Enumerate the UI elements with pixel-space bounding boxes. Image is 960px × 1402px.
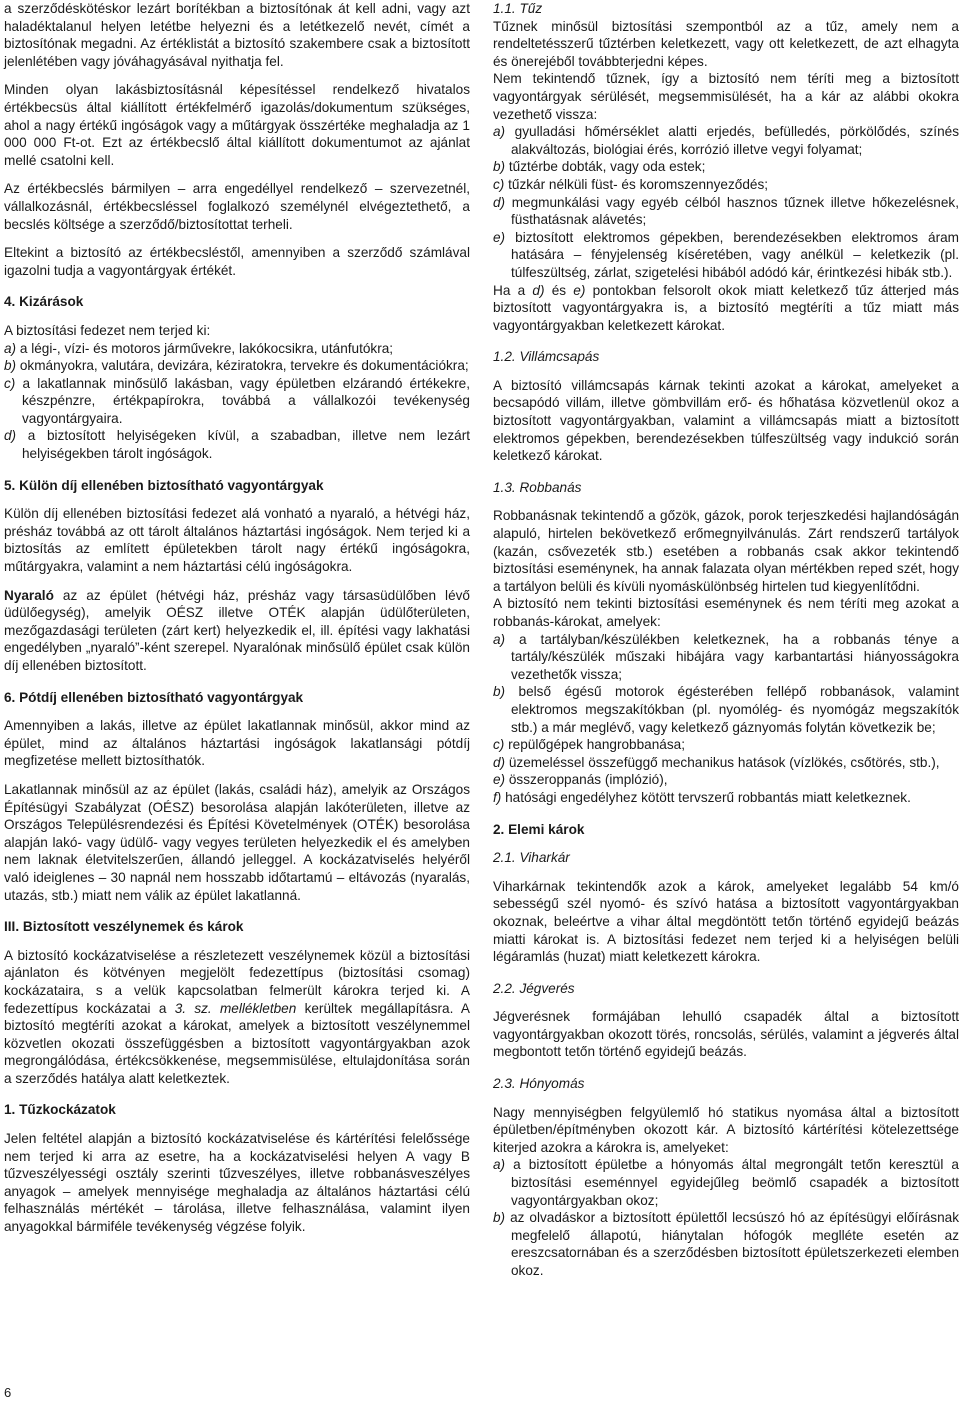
list-item: e) összeroppanás (implózió),: [493, 772, 668, 788]
list-item: b) tűztérbe dobták, vagy oda estek;: [493, 159, 706, 175]
subsection-heading: 2.1. Viharkár: [493, 850, 570, 866]
chapter-heading: III. Biztosított veszélynemek és károk: [4, 919, 244, 935]
paragraph: Lakatlannak minősül az az épület (lakás, családi ház), amelyik az Országos Építésügyi Szabályzat (OÉSZ) besorolása alapján lakóterületen, illetve az Országos Településrendezési és Építési Követelmények (OTÉK) besorolása alapján lakó- vagy üdülő- vagy vegyes területen helyezkedik el és amelyben nem laknak életvitelszerűen, állandó jelleggel. A kockázatviselés helyéről való ideiglenes – 30 napnál nem hosszabb időtartamú – eltávozás (nyaralás, utazás, stb.) miatt nem válik az épület lakatlanná.: [4, 781, 470, 903]
list-item: f) hatósági engedélyhez kötött tervszerű robbantás miatt keletkeznek.: [493, 789, 911, 805]
paragraph: Eltekint a biztosító az értékbecsléstől, amennyiben a szerződő számlával igazolni tudja a vagyontárgyak értékét.: [4, 245, 470, 278]
paragraph: Jégverésnek formájában lehulló csapadék által a biztosított vagyontárgyakban okozott törés, roncsolás, sérülés, valamint a jégverés által megbontott tetőn történő egyidejű beázás.: [493, 1009, 959, 1060]
paragraph: Az értékbecslés bármilyen – arra engedéllyel rendelkező – szervezetnél, vállalkozásnál, értékbecsléssel foglalkozó személynél elvégeztethető, a becslés költsége a szerződő/biztosítottat terheli.: [4, 181, 470, 232]
section-heading: 5. Külön díj ellenében biztosítható vagyontárgyak: [4, 477, 324, 493]
section-heading: 4. Kizárások: [4, 294, 84, 310]
left-column: [4, 0, 470, 1236]
right-column: [493, 0, 959, 1280]
list-item: e) biztosított elektromos gépekben, berendezésekben elektromos áram hatására – fényjelenség kíséretében, vagy anélkül – keletkezik (pl. túlfeszültség, zárlat, szigetelési hibából adódó kár, érintkezési hibák stb.).: [493, 229, 960, 280]
paragraph: A biztosító kockázatviselése a részletezett veszélynemek közül a biztosítási ajánlaton és kötvényen megjelölt fedezettípus (biztosítási csomag) kockázataira, s a velük kapcsolatban felmerült károkra terjed ki. A fedezettípus kockázatai a 3. sz. mellékletben kerültek megállapításra. A biztosító megtéríti azokat a károkat, amelyek a biztosított veszélynemmel közvetlen okozati összefüggésben a biztosított vagyontárgyakban azok megrongálódása, értékcsökkenése, megsemmisülése, eltulajdonítása során a szerződés hatálya alatt keletkeztek.: [4, 947, 470, 1086]
list-item: d) üzemeléssel összefüggő mechanikus hatások (vízlökés, csőtörés, stb.),: [493, 754, 940, 770]
paragraph: Nyaraló az az épület (hétvégi ház, présház vagy társasüdülőben lévő üdülőegység), amelyik OÉSZ illetve OTÉK alapján üdülőterületen, mezőgazdasági területen (zárt kert) helyezkedik el, ill. építési vagy lakhatási engedélyben „nyaraló”-ként szerepel. Nyaralónak minősülő épület csak külön díj ellenében biztosított.: [4, 587, 470, 673]
paragraph: A biztosító villámcsapás kárnak tekinti azokat a károkat, amelyeket a becsapódó villám, illetve gömbvillám erő- és hőhatása közvetlenül okoz a biztosított vagyontárgyakban, valamint a villámcsapás miatt a biztosított elektromos gépekben, berendezésekben túlfeszültség vagy indukció során keletkező károkat.: [493, 377, 959, 464]
subsection-heading: 1.2. Villámcsapás: [493, 349, 600, 365]
paragraph: Ha a d) és e) pontokban felsorolt okok miatt keletkező tűz átterjed más biztosított vagyontárgyakra is, a biztosító megtéríti a tűz miatt más vagyontárgyakban keletkezett károkat.: [493, 282, 959, 333]
paragraph: Nem tekintendő tűznek, így a biztosító nem téríti meg a biztosított vagyontárgyak sérülését, megsemmisülését, ha a kár az alábbi okokra vezethető vissza:: [493, 71, 959, 122]
paragraph: Robbanásnak tekintendő a gőzök, gázok, porok terjeszkedési hajlandóságán alapuló, hirtelen bekövetkező erőmegnyilvánulás. Zárt rendszerű tartályok (kazán, csővezeték stb.) esetében a robbanás csak akkor tekintendő biztosítási eseménynek, ha annak falazata olyan mértékben reped szét, hogy a tartályon belüli és kívüli nyomáskülönbség hirtelen tud kiegyenlítődni.: [493, 508, 959, 594]
list-item: b) belső égésű motorok égésterében fellépő robbanások, valamint elektromos megszakítókban (pl. nyomólég- és nyomógáz megszakítók stb.) a már meglévő, vagy keletkező gáznyomás folytán következik be;: [493, 684, 959, 735]
list-item: d) megmunkálási vagy egyéb célból hasznos tűznek illetve hőkezelésnek, füsthatásnak alávetés;: [493, 194, 959, 228]
paragraph: A biztosítási fedezet nem terjed ki:: [4, 322, 211, 338]
list-item: c) a lakatlannak minősülő lakásban, vagy épületben elzárandó értékekre, készpénzre, értékpapírokra, továbbá a vállalkozói tevékenység vagyontárgyaira.: [4, 375, 470, 426]
subsection-heading: 2.2. Jégverés: [493, 980, 575, 996]
list-item: b) az olvadáskor a biztosított épülettől lecsúszó hó az építésügyi előírásnak megfelelő állapotú, hiánytalan hófogók meglléte esetén az ereszcsatornában és a szerződésben biztosított épületszerkezeti elemben okoz.: [493, 1210, 959, 1278]
paragraph: Tűznek minősül biztosítási szempontból az a tűz, amely nem a rendeltetésszerű tűztérben keletkezett, vagy ott keletkezett, de azt elhagyta és önerejéből továbbterjedni képes.: [493, 18, 959, 69]
paragraph: a szerződéskötéskor lezárt borítékban a biztosítónak át kell adni, vagy azt haladéktalanul helyen letétbe helyezni és a letétkezelő nevét, címét a biztosítónak megadni. Az értéklistát a biztosító szakembere csak a biztosított jelenlétében vagy jóváhagyásával nyithatja fel.: [4, 1, 470, 69]
paragraph: Minden olyan lakásbiztosításnál képesítéssel rendelkező hivatalos értékbecsüs által kiállított értékfelmérő igazolás/dokumentum szükséges, ahol a nagy értékű ingóságok vagy a műtárgyak összértéke meghaladja az 1 000 000 Ft-ot. Ezt az értékbecslő által kiállított dokumentumot az ajánlat mellé csatolni kell.: [4, 82, 470, 168]
subsection-heading: 1.1. Tűz: [493, 1, 543, 16]
list-item: a) a tartályban/készülékben keletkeznek, ha a robbanás ténye a tartály/készülék műszaki hibájára vagy karbantartási hiányosságokra vezethetők vissza;: [493, 631, 959, 682]
list-item: a) a biztosított épületbe a hónyomás által megrongált tetőn keresztül a biztosítási eseménnyel egyidejűleg beömlő csapadék a biztosított vagyontárgyakban okoz;: [493, 1157, 959, 1208]
paragraph: Külön díj ellenében biztosítási fedezet alá vonható a nyaraló, a hétvégi ház, présház továbbá az ott tárolt általános háztartási ingóságok. Nem terjed ki a biztosítás az említett épületekben tárolt nagy értékű ingóságokra, műtárgyakra, valamint a nem háztartási célú ingóságokra.: [4, 506, 470, 575]
paragraph: Nagy mennyiségben felgyülemlő hó statikus nyomása által a biztosított épületben/építményben okozott kár. A biztosító kártérítési kötelezettsége kiterjed azokra a károkra is, amelyeket:: [493, 1104, 959, 1155]
paragraph: Jelen feltétel alapján a biztosító kockázatviselése és kártérítési felelőssége nem terjed ki arra az esetre, ha a kockázatviselési helyen A vagy B tűzveszélyességi osztály szerinti tűzveszélyes, illetve robbanásveszélyes anyagok – amelyek mennyisége meghaladja az általános háztartási célú felhasználás mértékét – tárolása, illetve felhasználása, valamint ilyen anyagokkal bármiféle tevékenység végzése folyik.: [4, 1131, 470, 1235]
section-heading: 6. Pótdíj ellenében biztosítható vagyontárgyak: [4, 689, 304, 705]
page-number: 6: [4, 1385, 12, 1400]
paragraph: Viharkárnak tekintendők azok a károk, amelyeket legalább 54 km/ó sebességű szél nyomó- és szívó hatása a biztosított vagyontárgyakban okoznak, beleértve a vihar által megdöntött tetőn történő egyidejű beázás miatti károkat is. A biztosítási fedezet nem terjed ki a helyiségen belüli légáramlás (huzat) miatt keletkezett károkra.: [493, 878, 959, 965]
section-heading: 1. Tűzkockázatok: [4, 1102, 116, 1118]
paragraph: Amennyiben a lakás, illetve az épület lakatlannak minősül, akkor mind az épület, mind az általános háztartási ingóságok lakatlansági pótdíj megfizetése mellett biztosíthatók.: [4, 718, 470, 769]
list-item: a) a légi-, vízi- és motoros járművekre, lakókocsikra, utánfutókra;: [4, 340, 394, 356]
list-item: a) gyulladási hőmérséklet alatti erjedés, befülledés, pörkölődés, színés alakváltozás, biológiai érés, korrózió illetve vegyi folyamat;: [493, 124, 959, 157]
subsection-heading: 2.3. Hónyomás: [493, 1076, 585, 1092]
list-item: b) okmányokra, valutára, devizára, kéziratokra, tervekre és dokumentációkra;: [4, 358, 469, 374]
paragraph: A biztosító nem tekinti biztosítási eseménynek és nem téríti meg azokat a robbanás-károkat, amelyek:: [493, 596, 959, 629]
list-item: c) repülőgépek hangrobbanása;: [493, 737, 685, 753]
section-heading: 2. Elemi károk: [493, 821, 585, 837]
list-item: d) a biztosított helyiségeken kívül, a szabadban, illetve nem lezárt helyiségekben tárolt ingóságok.: [4, 428, 471, 462]
subsection-heading: 1.3. Robbanás: [493, 479, 582, 495]
list-item: c) tűzkár nélküli füst- és koromszennyeződés;: [493, 176, 769, 192]
